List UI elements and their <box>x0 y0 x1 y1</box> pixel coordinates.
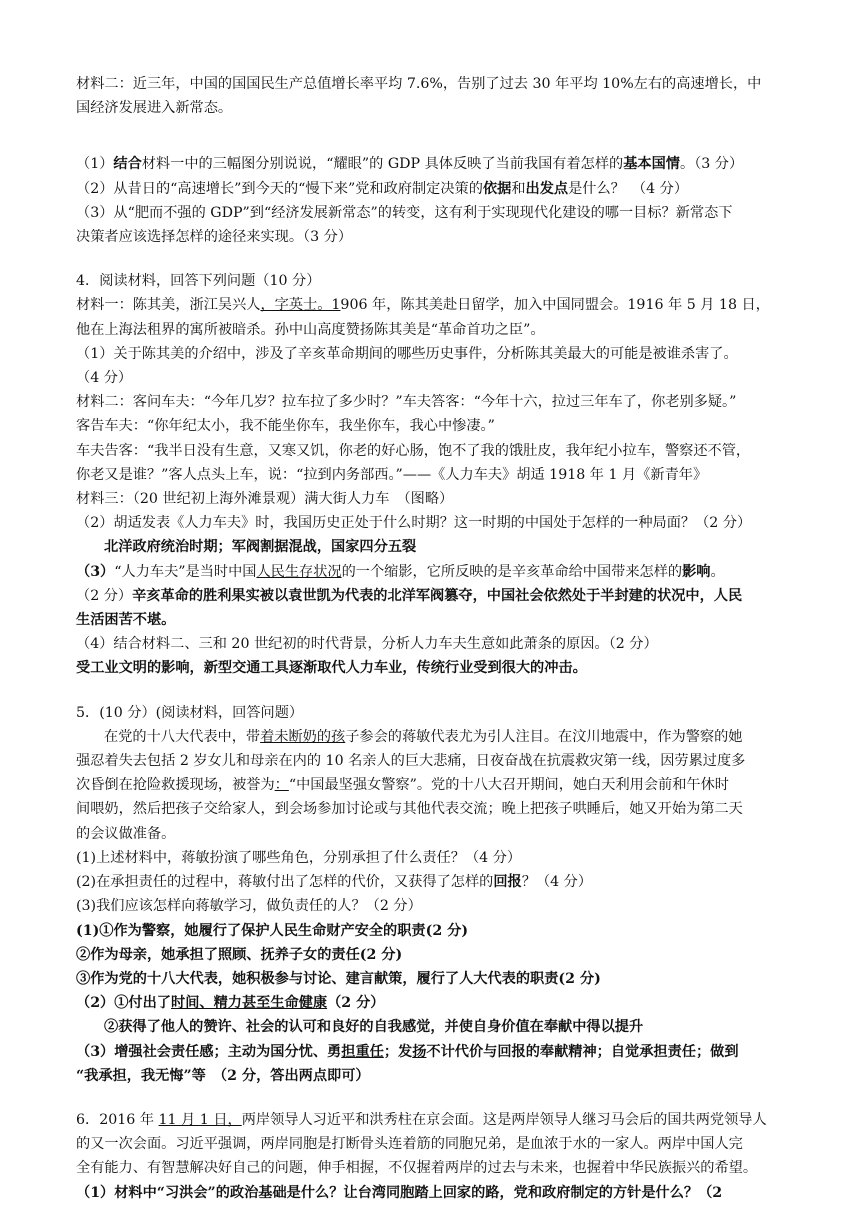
answer-5-1: ②作为母亲，她承担了照顾、抚养子女的责任(2 分) <box>76 946 403 963</box>
answer-5-3: “我承担，我无悔”等 （2 分，答出两点即可） <box>76 1067 370 1084</box>
answer-4-3: 生活困苦不堪。 <box>76 612 176 629</box>
question-6-1: （1）材料中“习洪会”的政治基础是什么？让台湾同胞踏上回家的路，党和政府制定的方针是什么？（2 <box>76 1184 723 1201</box>
question-4-2: （2）胡适发表《人力车夫》时，我国历史正处于什么时期？这一时期的中国处于怎样的一种局面？（2 分） <box>76 515 752 532</box>
answer-4-2: 北洋政府统治时期；军阀割据混战，国家四分五裂 <box>104 539 417 556</box>
section-5-paragraph: 的会议做准备。 <box>76 825 176 842</box>
answer-5-3: （3）增强社会责任感；主动为国分忧、勇担重任；发扬不计代价与回报的奉献精神；自觉承担责任；做到 <box>76 1043 739 1060</box>
answer-4-4: 受工业文明的影响，新型交通工具逐渐取代人力车业，传统行业受到很大的冲击。 <box>76 660 587 677</box>
material-one-line: 他在上海法租界的寓所被暗杀。孙中山高度赞扬陈其美是“革命首功之臣”。 <box>76 321 545 338</box>
answer-5-2: （2）①付出了时间、精力甚至生命健康（2 分） <box>76 995 385 1012</box>
document-page <box>76 72 788 1205</box>
section-6-paragraph: 全有能力、有智慧解决好自己的问题，伸手相握，不仅握着两岸的过去与未来，也握着中华民族振兴的希望。 <box>76 1160 758 1177</box>
question-4-3: （3）“人力车夫”是当时中国人民生存状况的一个缩影，它所反映的是辛亥革命给中国带来怎样的影响。 <box>76 563 725 580</box>
question-5-3: (3)我们应该怎样向蒋敏学习，做负责任的人？（2 分） <box>76 898 422 915</box>
question-3-3: （3）从“肥而不强的 GDP”到“经济发展新常态”的转变，这有利于实现现代化建设的哪一目标？新常态下 <box>76 204 733 221</box>
section-4-title: 4．阅读材料，回答下列问题（10 分） <box>76 273 321 290</box>
material-two-line: 国经济发展进入新常态。 <box>76 100 233 117</box>
section-5-paragraph: 在党的十八大代表中，带着未断奶的孩子参会的蒋敏代表尤为引人注目。在汶川地震中，作为警察的她 <box>104 728 743 745</box>
material-two-line: 客告车夫：“你年纪太小，我不能坐你车，我坐你车，我心中惨凄。” <box>76 418 495 435</box>
section-5-paragraph: 次昏倒在抢险救援现场，被誉为：“中国最坚强女警察”。党的十八大召开期间，她白天利用会前和午休时 <box>76 777 729 794</box>
question-3-1: （1）结合材料一中的三幅图分别说说，“耀眼”的 GDP 具体反映了当前我国有着怎样的基本国情。（3 分） <box>76 156 744 173</box>
material-one-line: 材料一：陈其美，浙江吴兴人，字英士。1906 年，陈其美赴日留学，加入中国同盟会。1916 年 5 月 18 日， <box>76 297 770 314</box>
answer-5-1: (1)①作为警察，她履行了保护人民生命财产安全的职责(2 分) <box>76 922 469 939</box>
question-3-2: （2）从昔日的“高速增长”到今天的“慢下来”党和政府制定决策的依据和出发点是什么？ （4 分） <box>76 180 689 197</box>
answer-5-2: ②获得了他人的赞许、社会的认可和良好的自我感觉，并使自身价值在奉献中得以提升 <box>104 1019 644 1036</box>
question-5-2: (2)在承担责任的过程中，蒋敏付出了怎样的代价，又获得了怎样的回报？（4 分） <box>76 874 593 891</box>
section-5-paragraph: 强忍着失去包括 2 岁女儿和母亲在内的 10 名亲人的巨大悲痛，日夜奋战在抗震救灾第一线，因劳累过度多 <box>76 753 746 770</box>
answer-4-3: （2 分）辛亥革命的胜利果实被以袁世凯为代表的北洋军阀篡夺，中国社会依然处于半封建的状况中，人民 <box>76 587 743 604</box>
section-5-paragraph: 间喂奶，然后把孩子交给家人，到会场参加讨论或与其他代表交流；晚上把孩子哄睡后，她又开始为第二天 <box>76 801 743 818</box>
material-two-line: 你老又是谁？”客人点头上车，说：“拉到内务部西。”——《人力车夫》胡适 1918 年 1 月《新青年》 <box>76 466 708 483</box>
material-three-line: 材料三：（20 世纪初上海外滩景观）满大街人力车 （图略） <box>76 491 454 508</box>
material-two-line: 材料二：近三年，中国的国国民生产总值增长率平均 7.6%，告别了过去 30 年平均 10%左右的高速增长，中 <box>76 76 762 92</box>
section-6-paragraph: 6．2016 年 11 月 1 日，两岸领导人习近平和洪秀柱在京会面。这是两岸领导人继习马会后的国共两党领导人 <box>76 1111 767 1128</box>
section-5-title: 5．(10 分）(阅读材料，回答问题） <box>76 704 304 721</box>
question-4-4: （4）结合材料二、三和 20 世纪初的时代背景，分析人力车夫生意如此萧条的原因。（2 分） <box>76 636 658 653</box>
question-4-1: （4 分） <box>76 370 133 387</box>
material-two-line: 材料二：客问车夫：“今年几岁？拉车拉了多少时？”车夫答客：“今年十六，拉过三年车了，你老别多疑。” <box>76 394 737 411</box>
question-5-1: (1)上述材料中，蒋敏扮演了哪些角色，分别承担了什么责任？（4 分） <box>76 849 522 866</box>
question-3-3: 决策者应该选择怎样的途径来实现。（3 分） <box>76 229 353 246</box>
section-6-paragraph: 的又一次会面。习近平强调，两岸同胞是打断骨头连着筋的同胞兄弟，是血浓于水的一家人。两岸中国人完 <box>76 1136 743 1153</box>
material-two-line: 车夫告客：“我半日没有生意，又寒又饥，你老的好心肠，饱不了我的饿肚皮，我年纪小拉车，警察还不管， <box>76 442 751 459</box>
question-4-1: （1）关于陈其美的介绍中，涉及了辛亥革命期间的哪些历史事件，分析陈其美最大的可能是被谁杀害了。 <box>76 345 738 362</box>
answer-5-1: ③作为党的十八大代表，她积极参与讨论、建言献策，履行了人大代表的职责(2 分) <box>76 970 601 987</box>
